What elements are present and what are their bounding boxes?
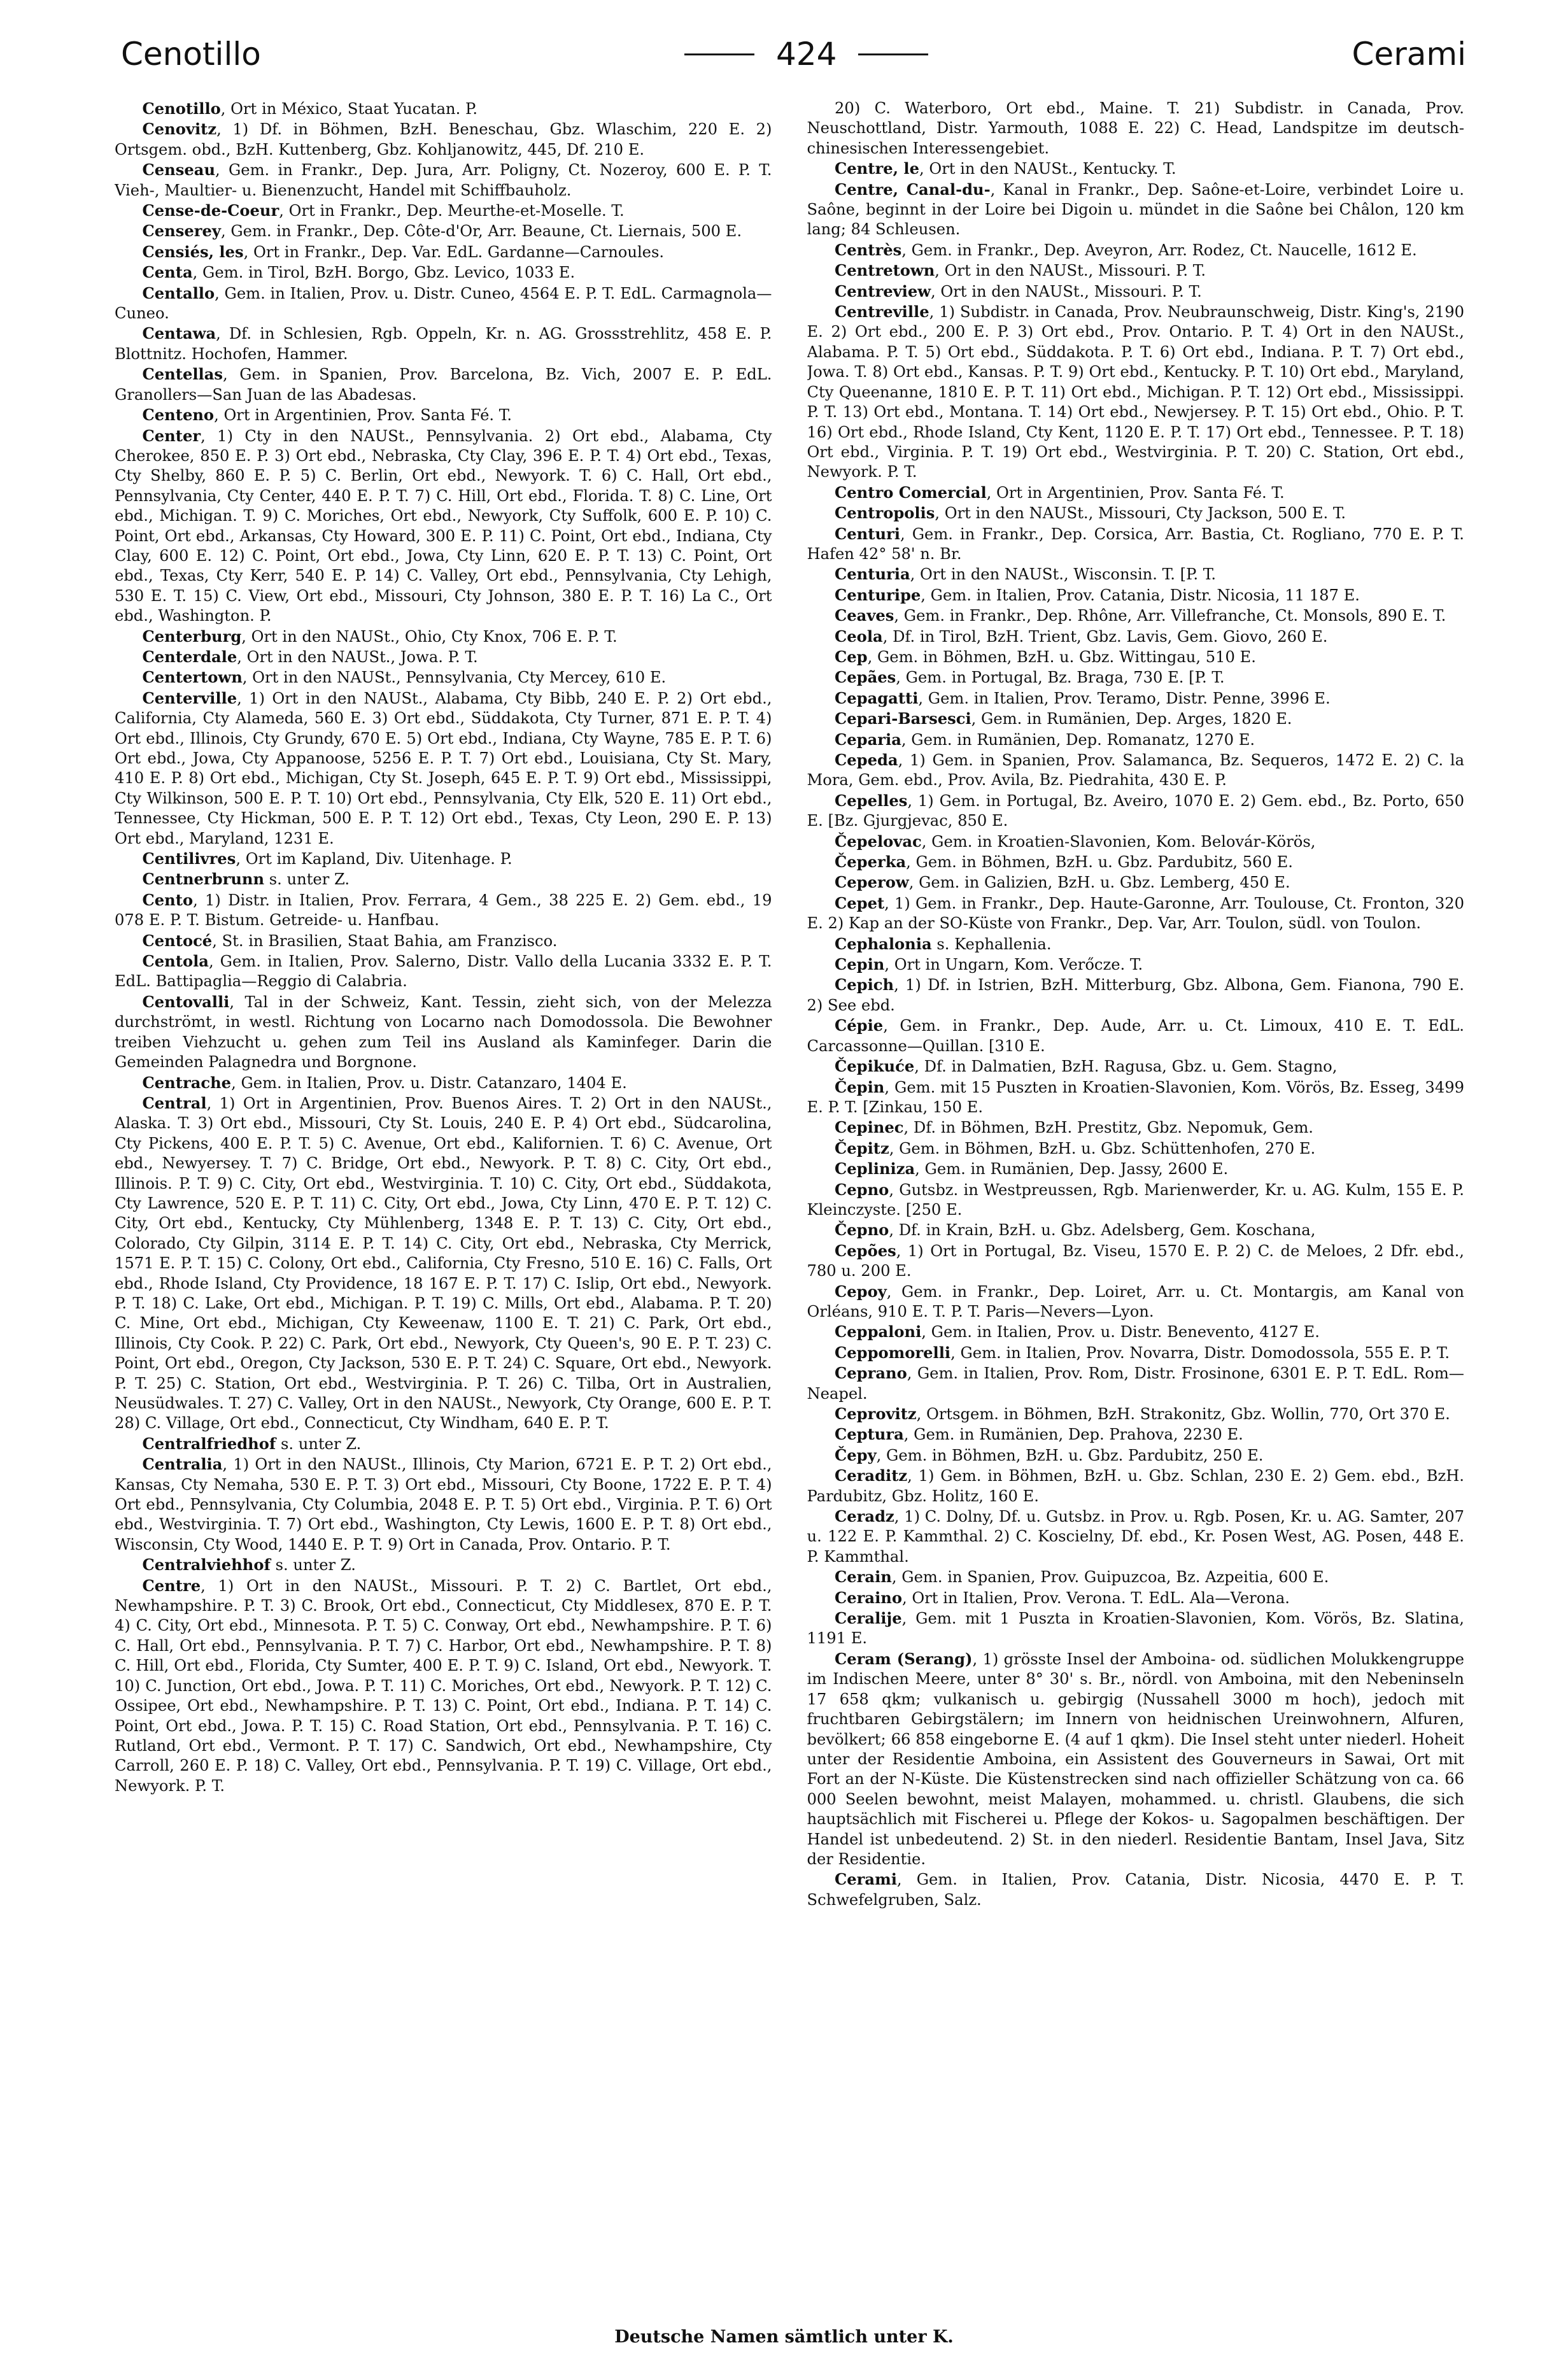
entry-text: , Gem. in Frankr., Dep. Loiret, Arr. u. Ct. Montargis, am Kanal von Orléans, 910 E. T. P. T. Paris—Nevers—Lyon.	[807, 1282, 1464, 1320]
entry-headword: Ceram (Serang)	[835, 1649, 973, 1668]
entry-text: , Gem. in Frankr., Dep. Corsica, Arr. Bastia, Ct. Rogliano, 770 E. P. T. Hafen 42° 58' n. Br.	[807, 525, 1464, 563]
gazetteer-entry	[115, 931, 772, 951]
entry-text: , Gem. in Galizien, BzH. u. Gbz. Lemberg, 450 E.	[908, 874, 1290, 892]
entry-text: , 1) Ort in den NAUSt., Illinois, Cty Marion, 6721 E. P. T. 2) Ort ebd., Kansas, Cty Nemaha, 530 E. P. T. 3) Ort ebd., Missouri, Cty Boone, 1722 E. P. T. 4) Ort ebd., Pennsylvania, Cty Columbia, 2048 E. P. T. 5) Ort ebd., Virginia. P. T. 6) Ort ebd., Westvirginia. T. 7) Ort ebd., Washington, Cty Lewis, 1600 E. P. T. 8) Ort ebd., Wisconsin, Cty Wood, 1440 E. P. T. 9) Ort in Canada, Prov. Ontario. P. T.	[115, 1455, 772, 1554]
gazetteer-entry	[807, 302, 1465, 483]
entry-text: , Ort in Ungarn, Kom. Verőcze. T.	[884, 956, 1143, 974]
entry-text: , 1) Ort in den NAUSt., Alabama, Cty Bibb, 240 E. P. 2) Ort ebd., California, Cty Alameda, 560 E. 3) Ort ebd., Süddakota, Cty Turner, 871 E. P. T. 4) Ort ebd., Illinois, Cty Grundy, 670 E. 5) Ort ebd., Indiana, Cty Wayne, 785 E. P. T. 6) Ort ebd., Jowa, Cty Appanoose, 5256 E. P. T. 7) Ort ebd., Louisiana, Cty St. Mary, 410 E. P. 8) Ort ebd., Michigan, Cty St. Joseph, 645 E. P. T. 9) Ort ebd., Mississippi, Cty Wilkinson, 500 E. P. T. 10) Ort ebd., Pennsylvania, Cty Elk, 520 E. 11) Ort ebd., Tennessee, Cty Hickman, 500 E. P. T. 12) Ort ebd., Texas, Cty Leon, 290 E. P. 13) Ort ebd., Maryland, 1231 E.	[115, 689, 772, 847]
entry-headword: Centre, le	[835, 159, 919, 178]
entry-headword: Cepões	[835, 1241, 896, 1260]
entry-text: , Df. in Tirol, BzH. Trient, Gbz. Lavis, Gem. Giovo, 260 E.	[882, 627, 1328, 646]
entry-text: , Gem. in Frankr., Dep. Aude, Arr. u. Ct. Limoux, 410 E. T. EdL. Carcassonne—Quillan. [310 E.	[807, 1017, 1464, 1055]
entry-text: , Gem. in Spanien, Prov. Guipuzcoa, Bz. Azpeitia, 600 E.	[891, 1568, 1329, 1587]
gazetteer-entry	[807, 564, 1465, 584]
entry-headword: Centnerbrunn	[142, 870, 265, 889]
entry-headword: Central	[142, 1093, 207, 1112]
entry-headword: Cepin	[835, 955, 885, 974]
entry-text: , Ort in México, Staat Yucatan. P.	[220, 100, 478, 118]
entry-headword: Cepliniza	[835, 1159, 915, 1178]
gazetteer-entry	[807, 1077, 1465, 1118]
entry-headword: Čepelovac	[835, 832, 922, 851]
entry-text: , Gem. in Kroatien-Slavonien, Kom. Belovár-Körös,	[921, 832, 1316, 851]
entry-text: , 1) Ort in den NAUSt., Missouri. P. T. 2) C. Bartlet, Ort ebd., Newhampshire. P. T. 3) C. Brook, Ort ebd., Connecticut, Cty Middlesex, 870 E. P. T. 4) C. City, Ort ebd., Minnesota. P. T. 5) C. Conway, Ort ebd., Newhampshire. P. T. 6) C. Hall, Ort ebd., Pennsylvania. P. T. 7) C. Harbor, Ort ebd., Newhampshire. P. T. 8) C. Hill, Ort ebd., Florida, Cty Sumter, 400 E. P. T. 9) C. Island, Ort ebd., Newyork. T. 10) C. Junction, Ort ebd., Jowa. P. T. 11) C. Moriches, Ort ebd., Newyork. P. T. 12) C. Ossipee, Ort ebd., Newhampshire. P. T. 13) C. Point, Ort ebd., Indiana. P. T. 14) C. Point, Ort ebd., Jowa. P. T. 15) C. Road Station, Ort ebd., Pennsylvania. P. T. 16) C. Rutland, Ort ebd., Vermont. P. T. 17) C. Sandwich, Ort ebd., Newhampshire, Cty Carroll, 260 E. P. 18) C. Valley, Ort ebd., Pennsylvania. P. T. 19) C. Village, Ort ebd., Newyork. P. T.	[115, 1576, 772, 1795]
entry-text: , Gem. mit 15 Puszten in Kroatien-Slavonien, Kom. Vörös, Bz. Esseg, 3499 E. P. T. [Zinkau, 150 E.	[807, 1078, 1464, 1116]
page-footer: Deutsche Namen sämtlich unter K.	[614, 2327, 954, 2347]
gazetteer-entry	[807, 1117, 1465, 1138]
entry-headword: Centralviehhof	[142, 1555, 271, 1575]
gazetteer-columns	[115, 99, 1464, 2200]
entry-text: , 1) Df. in Istrien, BzH. Mitterburg, Gbz. Albona, Gem. Fianona, 790 E. 2) See ebd.	[807, 976, 1464, 1014]
gazetteer-entry	[115, 405, 772, 425]
entry-text: , Gem. in Böhmen, BzH. u. Gbz. Wittingau, 510 E.	[867, 648, 1256, 666]
gazetteer-entry	[115, 688, 772, 849]
entry-headword: Centilivres	[142, 849, 236, 868]
entry-headword: Centellas	[142, 365, 223, 384]
gazetteer-entry	[115, 1454, 772, 1555]
entry-text: , Gem. in Rumänien, Dep. Prahova, 2230 E.	[903, 1426, 1243, 1444]
entry-text: , Gem. in Italien, Prov. u. Distr. Benevento, 4127 E.	[921, 1323, 1320, 1341]
entry-text: , Gem. in Spanien, Prov. Barcelona, Bz. Vich, 2007 E. P. EdL. Granollers—San Juan de las Abadesas.	[115, 365, 772, 404]
entry-text: , Gem. in Rumänien, Dep. Romanatz, 1270 E.	[901, 730, 1255, 749]
entry-headword: Cense-de-Coeur	[142, 201, 279, 220]
entry-text: s. unter Z.	[270, 1556, 356, 1575]
entry-text: , Ort in den NAUSt., Missouri. P. T.	[935, 262, 1206, 280]
entry-text: , 1) Distr. in Italien, Prov. Ferrara, 4 Gem., 38 225 E. 2) Gem. ebd., 19 078 E. P. T. Bistum. Getreide- u. Hanfbau.	[115, 891, 772, 930]
gazetteer-entry	[807, 180, 1465, 240]
entry-text: 20) C. Waterboro, Ort ebd., Maine. T. 21) Subdistr. in Canada, Prov. Neuschottland, Distr. Yarmouth, 1088 E. 22) C. Head, Landspitze im deutsch-chinesischen Interessengebiet.	[807, 99, 1464, 157]
entry-headword: Ceperow	[835, 873, 909, 892]
entry-headword: Centuria	[835, 565, 910, 584]
entry-text: , Gem. in Italien, Prov. Teramo, Distr. Penne, 3996 E.	[918, 689, 1331, 707]
gazetteer-entry	[807, 750, 1465, 791]
gazetteer-entry	[807, 688, 1465, 709]
gazetteer-entry	[115, 890, 772, 931]
entry-headword: Cerami	[835, 1870, 897, 1889]
entry-headword: Cepagatti	[835, 688, 919, 707]
entry-headword: Centuripe	[835, 585, 921, 604]
entry-headword: Cepari-Barsesci	[835, 709, 971, 728]
entry-text: , Ort in den NAUSt., Missouri, Cty Jackson, 500 E. T.	[935, 504, 1346, 523]
gazetteer-entry	[115, 849, 772, 869]
entry-text: , 1) Cty in den NAUSt., Pennsylvania. 2) Ort ebd., Alabama, Cty Cherokee, 850 E. P. 3) Ort ebd., Nebraska, Cty Clay, 396 E. P. T. 4) Ort ebd., Texas, Cty Shelby, 860 E. P. 5) C. Berlin, Ort ebd., Newyork. T. 6) C. Hall, Ort ebd., Pennsylvania, Cty Center, 440 E. P. T. 7) C. Hill, Ort ebd., Florida. T. 8) C. Line, Ort ebd., Michigan. T. 9) C. Moriches, Ort ebd., Newyork, Cty Suffolk, 600 E. P. 10) C. Point, Ort ebd., Arkansas, Cty Howard, 300 E. P. 11) C. Point, Ort ebd., Indiana, Cty Clay, 600 E. 12) C. Point, Ort ebd., Jowa, Cty Linn, 620 E. P. T. 13) C. Point, Ort ebd., Texas, Cty Kerr, 540 E. P. 14) C. Valley, Ort ebd., Pennsylvania, Cty Lehigh, 530 E. T. 15) C. View, Ort ebd., Missouri, Cty Johnson, 380 E. P. T. 16) La C., Ort ebd., Washington. P.	[115, 427, 772, 625]
entry-headword: Cephalonia	[835, 934, 932, 953]
gazetteer-entry	[115, 992, 772, 1073]
gazetteer-entry	[807, 1138, 1465, 1159]
header-rule-right	[858, 53, 928, 55]
gazetteer-entry	[115, 1073, 772, 1093]
entry-text: s. unter Z.	[276, 1434, 362, 1453]
entry-headword: Cepet	[835, 893, 885, 912]
gazetteer-entry	[115, 99, 772, 119]
entry-text: , 1) Gem. in Portugal, Bz. Aveiro, 1070 E. 2) Gem. ebd., Bz. Porto, 650 E. [Bz. Gjurgjevac, 850 E.	[807, 791, 1464, 830]
gazetteer-entry	[807, 975, 1465, 1016]
gazetteer-entry	[807, 934, 1465, 954]
entry-text: , Gem. in Italien, Prov. Catania, Distr. Nicosia, 11 187 E.	[921, 586, 1360, 604]
entry-headword: Centuri	[835, 524, 900, 543]
gazetteer-entry	[807, 1445, 1465, 1466]
entry-headword: Cepinec	[835, 1118, 904, 1137]
gazetteer-entry	[807, 832, 1465, 852]
entry-headword: Centeno	[142, 406, 215, 425]
entry-headword: Centocé	[142, 931, 213, 950]
entry-text: , Gem. in Frankr., Dep. Aveyron, Arr. Rodez, Ct. Naucelle, 1612 E.	[901, 241, 1417, 259]
entry-headword: Centa	[142, 263, 193, 282]
gazetteer-entry	[807, 1322, 1465, 1342]
page-number: 424	[775, 36, 837, 73]
entry-text: , Gem. in Italien, Prov. u. Distr. Catanzaro, 1404 E.	[231, 1073, 627, 1092]
entry-headword: Čepitz	[835, 1138, 889, 1157]
gazetteer-entry	[807, 709, 1465, 729]
entry-text: , 1) Subdistr. in Canada, Prov. Neubraunschweig, Distr. King's, 2190 E. 2) Ort ebd., 200 E. P. 3) Ort ebd., Prov. Ontario. P. T. 4) Ort in den NAUSt., Alabama. P. T. 5) Ort ebd., Süddakota. P. T. 6) Ort ebd., Indiana. P. T. 7) Ort ebd., Jowa. T. 8) Ort ebd., Kansas. P. T. 9) Ort ebd., Kentucky. P. T. 10) Ort ebd., Maryland, Cty Queenanne, 1810 E. P. T. 11) Ort ebd., Michigan. P. T. 12) Ort ebd., Mississippi. P. T. 13) Ort ebd., Montana. T. 14) Ort ebd., Newjersey. P. T. 15) Ort ebd., Ohio. P. T. 16) Ort ebd., Rhode Island, Cty Kent, 1120 E. P. T. 17) Ort ebd., Tennessee. P. T. 18) Ort ebd., Virginia. P. T. 19) Ort ebd., Westvirginia. P. T. 20) C. Station, Ort ebd., Newyork. P. T.	[807, 303, 1464, 481]
entry-headword: Ceppomorelli	[835, 1343, 951, 1362]
gazetteer-entry	[115, 221, 772, 241]
gazetteer-entry	[807, 99, 1465, 159]
entry-text: , 1) C. Dolny, Df. u. Gutsbz. in Prov. u. Rgb. Posen, Kr. u. AG. Samter, 207 u. 122 E. P. Kammthal. 2) C. Koscielny, Df. ebd., Kr. Posen West, AG. Posen, 448 E. P. Kammthal.	[807, 1508, 1464, 1566]
gazetteer-entry	[115, 283, 772, 324]
gazetteer-entry	[115, 1576, 772, 1796]
entry-text: , Ort im Kapland, Div. Uitenhage. P.	[236, 850, 512, 868]
entry-headword: Centola	[142, 952, 209, 971]
entry-headword: Centawa	[142, 324, 216, 343]
gazetteer-entry	[115, 647, 772, 667]
gazetteer-entry	[807, 1404, 1465, 1424]
entry-headword: Centreview	[835, 281, 931, 301]
entry-text: , 1) Gem. in Spanien, Prov. Salamanca, Bz. Sequeros, 1472 E. 2) C. la Mora, Gem. ebd., Prov. Avila, Bz. Piedrahita, 430 E. P.	[807, 751, 1464, 789]
entry-headword: Centovalli	[142, 992, 230, 1011]
gazetteer-entry	[807, 647, 1465, 667]
entry-text: , Gem. in Böhmen, BzH. u. Gbz. Pardubitz, 250 E.	[876, 1446, 1264, 1464]
gazetteer-entry	[807, 1241, 1465, 1282]
entry-text: , Ort in den NAUSt., Jowa. P. T.	[237, 648, 478, 666]
entry-text: , Ort in den NAUSt., Pennsylvania, Cty Mercey, 610 E.	[242, 669, 667, 687]
entry-headword: Čeperka	[835, 853, 907, 872]
gazetteer-entry	[807, 1466, 1465, 1506]
entry-text: , 1) Df. in Böhmen, BzH. Beneschau, Gbz. Wlaschim, 220 E. 2) Ortsgem. obd., BzH. Kuttenberg, Gbz. Kohljanowitz, 445, Df. 210 E.	[115, 120, 772, 159]
gazetteer-entry	[807, 483, 1465, 503]
entry-headword: Ceprano	[835, 1364, 907, 1383]
right-column	[807, 99, 1465, 2200]
entry-text: , Ort in Italien, Prov. Verona. T. EdL. Ala—Verona.	[902, 1589, 1290, 1607]
entry-headword: Ceparia	[835, 730, 901, 749]
gazetteer-entry	[807, 954, 1465, 975]
entry-headword: Centropolis	[835, 504, 935, 523]
gazetteer-entry	[115, 160, 772, 201]
entry-headword: Ceraino	[835, 1588, 903, 1607]
gazetteer-entry	[807, 1869, 1465, 1910]
gazetteer-entry	[115, 1555, 772, 1575]
entry-headword: Centralfriedhof	[142, 1434, 276, 1453]
entry-headword: Čepy	[835, 1445, 877, 1464]
gazetteer-entry	[807, 791, 1465, 832]
gazetteer-entry	[115, 323, 772, 364]
entry-headword: Censerey	[142, 222, 221, 241]
entry-headword: Cenovitz	[142, 120, 217, 139]
entry-text: , Ort in Argentinien, Prov. Santa Fé. T.	[214, 406, 512, 425]
entry-text: , Gem. mit 1 Puszta in Kroatien-Slavonien, Kom. Vörös, Bz. Slatina, 1191 E.	[807, 1610, 1464, 1648]
entry-text: , Ortsgem. in Böhmen, BzH. Strakonitz, Gbz. Wollin, 770, Ort 370 E.	[916, 1405, 1450, 1423]
gazetteer-entry	[807, 1159, 1465, 1179]
entry-headword: Ceola	[835, 626, 883, 646]
entry-headword: Ceralije	[835, 1609, 902, 1628]
gazetteer-entry	[807, 1282, 1465, 1322]
entry-text: , Gutsbz. in Westpreussen, Rgb. Marienwerder, Kr. u. AG. Kulm, 155 E. P. Kleinczyste. [250 E.	[807, 1180, 1464, 1219]
entry-headword: Centretown	[835, 261, 935, 280]
entry-headword: Centro Comercial	[835, 483, 987, 502]
entry-headword: Ceraditz	[835, 1466, 908, 1485]
entry-headword: Centre	[142, 1576, 201, 1595]
entry-headword: Cepoy	[835, 1282, 887, 1301]
page-header	[121, 25, 1466, 83]
entry-headword: Cepeda	[835, 751, 898, 769]
gazetteer-entry	[807, 893, 1465, 934]
gazetteer-entry	[807, 1220, 1465, 1240]
entry-headword: Cep	[835, 647, 868, 666]
entry-text: , Gem. in Tirol, BzH. Borgo, Gbz. Levico, 1033 E.	[192, 264, 576, 282]
entry-text: , Gem. in Italien, Prov. Catania, Distr. Nicosia, 4470 E. P. T. Schwefelgruben, Salz.	[807, 1871, 1464, 1909]
gazetteer-entry	[115, 869, 772, 889]
gazetteer-entry	[115, 201, 772, 221]
entry-text: , Gem. in Italien, Prov. u. Distr. Cuneo, 4564 E. P. T. EdL. Carmagnola—Cuneo.	[115, 284, 772, 323]
header-rule-left	[684, 53, 754, 55]
entry-headword: Centrache	[142, 1073, 232, 1092]
entry-text: , Kanal in Frankr., Dep. Saône-et-Loire, verbindet Loire u. Saône, beginnt in der Loire bei Digoin u. mündet in die Saône bei Châlon, 120 km lang; 84 Schleusen.	[807, 180, 1464, 239]
entry-headword: Cepelles	[835, 791, 908, 810]
entry-text: , Gem. in Böhmen, BzH. u. Gbz. Pardubitz, 560 E.	[906, 853, 1293, 872]
gazetteer-entry	[115, 119, 772, 160]
entry-headword: Centertown	[142, 668, 243, 687]
page-number-group	[684, 36, 928, 73]
gazetteer-entry	[115, 426, 772, 626]
gazetteer-entry	[807, 1180, 1465, 1221]
gazetteer-entry	[807, 1363, 1465, 1404]
entry-text: , Gem. in Frankr., Dep. Rhône, Arr. Villefranche, Ct. Monsols, 890 E. T.	[894, 607, 1446, 625]
gazetteer-entry	[807, 730, 1465, 750]
entry-headword: Čepno	[835, 1221, 889, 1240]
entry-text: , Ort in Frankr., Dep. Meurthe-et-Moselle. T.	[279, 202, 625, 220]
entry-text: , Gem. in Frankr., Dep. Jura, Arr. Poligny, Ct. Nozeroy, 600 E. P. T. Vieh-, Maultier- u. Bienenzucht, Handel mit Schiffbauholz.	[115, 161, 772, 199]
entry-text: , Gem. in Frankr., Dep. Côte-d'Or, Arr. Beaune, Ct. Liernais, 500 E.	[220, 222, 742, 241]
entry-text: , 1) Gem. in Frankr., Dep. Haute-Garonne, Arr. Toulouse, Ct. Fronton, 320 E. 2) Kap an der SO-Küste von Frankr., Dep. Var, Arr. Toulon, südl. von Toulon.	[807, 894, 1464, 933]
entry-text: s. Kephallenia.	[931, 935, 1052, 953]
entry-headword: Centerburg	[142, 626, 242, 646]
gazetteer-entry	[807, 503, 1465, 523]
entry-text: , Ort in den NAUSt., Kentucky. T.	[919, 160, 1176, 178]
entry-headword: Cerain	[835, 1568, 892, 1587]
gazetteer-entry	[807, 159, 1465, 179]
gazetteer-entry	[115, 242, 772, 262]
entry-text: , Df. in Krain, BzH. u. Gbz. Adelsberg, Gem. Koschana,	[889, 1221, 1316, 1240]
gazetteer-entry	[807, 1649, 1465, 1869]
entry-text: , Gem. in Rumänien, Dep. Jassy, 2600 E.	[915, 1160, 1229, 1178]
entry-headword: Čepikuće	[835, 1057, 915, 1076]
gazetteer-entry	[807, 1056, 1465, 1077]
entry-headword: Ceradz	[835, 1507, 894, 1526]
gazetteer-entry	[807, 605, 1465, 626]
gazetteer-entry	[115, 667, 772, 688]
gazetteer-entry	[115, 626, 772, 647]
entry-text: , Gem. in Böhmen, BzH. u. Gbz. Schüttenhofen, 270 E.	[889, 1139, 1316, 1157]
entry-text: , 1) Ort in Portugal, Bz. Viseu, 1570 E. P. 2) C. de Meloes, 2 Dfr. ebd., 780 u. 200 E.	[807, 1242, 1464, 1280]
gazetteer-entry	[807, 626, 1465, 647]
entry-headword: Centallo	[142, 283, 215, 302]
entry-headword: Centerville	[142, 688, 237, 707]
gazetteer-entry	[807, 1588, 1465, 1608]
gazetteer-entry	[115, 364, 772, 405]
gazetteer-entry	[115, 951, 772, 992]
entry-text: , 1) grösste Insel der Amboina- od. südlichen Molukkengruppe im Indischen Meere, unter 8° 30' s. Br., nördl. von Amboina, mit den Nebeninseln 17 658 qkm; vulkanisch u. gebirgig (Nussahell 3000 m hoch), jedoch mit fruchtbaren Gebirgstälern; im Innern von heidnischen Ureinwohnern, Alfuren, bevölkert; 66 858 eingeborne E. (4 auf 1 qkm). Die Insel steht unter niederl. Hoheit unter der Residentie Amboina, ein Assistent des Gouverneurs in Sawai, Ort mit Fort an der N-Küste. Die Küstenstrecken sind nach offizieller Schätzung von ca. 66 000 Seelen bewohnt, meist Malayen, mohammed. u. christl. Glaubens, die sich hauptsächlich mit Fischerei u. Pflege der Kokos- u. Sagopalmen beschäftigen. Der Handel ist unbedeutend. 2) St. in den niederl. Residentie Bantam, Insel Java, Sitz der Residentie.	[807, 1650, 1464, 1868]
gazetteer-entry	[807, 872, 1465, 893]
entry-text: , Df. in Böhmen, BzH. Prestitz, Gbz. Nepomuk, Gem.	[903, 1119, 1313, 1137]
entry-headword: Censeau	[142, 160, 216, 180]
entry-text: , Tal in der Schweiz, Kant. Tessin, zieht sich, von der Melezza durchströmt, in westl. Richtung von Locarno nach Domodossola. Die Bewohner treiben Viehzucht u. gehen zum Teil ins Ausland als Kaminfeger. Darin die Gemeinden Palagnedra und Borgnone.	[115, 993, 772, 1072]
entry-headword: Centrès	[835, 240, 902, 259]
gazetteer-entry	[115, 262, 772, 283]
entry-headword: Centerdale	[142, 647, 237, 666]
gazetteer-entry	[807, 1506, 1465, 1567]
left-column	[115, 99, 772, 2200]
entry-headword: Ceptura	[835, 1425, 904, 1444]
entry-text: , St. in Brasilien, Staat Bahia, am Franzisco.	[212, 931, 558, 950]
entry-headword: Centre, Canal-du-	[835, 180, 991, 199]
entry-headword: Cenotillo	[142, 99, 221, 118]
entry-text: , Ort in den NAUSt., Wisconsin. T. [P. T.	[910, 565, 1217, 584]
entry-text: , Df. in Schlesien, Rgb. Oppeln, Kr. n. AG. Grossstrehlitz, 458 E. P. Blottnitz. Hochofen, Hammer.	[115, 325, 772, 363]
gazetteer-entry	[115, 1434, 772, 1454]
entry-text: s. unter Z.	[264, 870, 350, 889]
entry-headword: Cepich	[835, 975, 894, 994]
entry-text: , Df. in Dalmatien, BzH. Ragusa, Gbz. u. Gem. Stagno,	[914, 1058, 1338, 1076]
gazetteer-entry	[807, 1608, 1465, 1649]
entry-headword: Cépie	[835, 1016, 884, 1035]
entry-headword: Čepin	[835, 1077, 885, 1096]
gazetteer-entry	[807, 852, 1465, 872]
entry-text: , Gem. in Portugal, Bz. Braga, 730 E. [P. T.	[896, 669, 1225, 687]
entry-headword: Censiés, les	[142, 242, 244, 261]
gazetteer-entry	[807, 240, 1465, 260]
entry-text: , Gem. in Italien, Prov. Novarra, Distr. Domodossola, 555 E. P. T.	[950, 1343, 1450, 1362]
gazetteer-entry	[807, 260, 1465, 281]
gazetteer-entry	[115, 1093, 772, 1434]
gazetteer-entry	[807, 524, 1465, 565]
entry-headword: Centralia	[142, 1455, 223, 1474]
entry-headword: Ceprovitz	[835, 1405, 917, 1423]
running-head-left: Cenotillo	[121, 36, 261, 73]
gazetteer-entry	[807, 667, 1465, 688]
entry-text: , Ort in den NAUSt., Missouri. P. T.	[931, 282, 1202, 301]
running-head-right: Cerami	[1352, 36, 1466, 73]
gazetteer-entry	[807, 1567, 1465, 1587]
gazetteer-entry	[807, 1424, 1465, 1445]
entry-headword: Cepno	[835, 1180, 889, 1199]
entry-text: , Gem. in Rumänien, Dep. Arges, 1820 E.	[971, 710, 1292, 728]
entry-text: , 1) Gem. in Böhmen, BzH. u. Gbz. Schlan, 230 E. 2) Gem. ebd., BzH. Pardubitz, Gbz. Holitz, 160 E.	[807, 1467, 1464, 1505]
entry-headword: Ceaves	[835, 606, 894, 625]
gazetteer-entry	[807, 585, 1465, 605]
entry-headword: Center	[142, 426, 201, 445]
gazetteer-entry	[807, 1343, 1465, 1363]
gazetteer-entry	[807, 1016, 1465, 1056]
entry-headword: Cento	[142, 890, 194, 909]
entry-headword: Centreville	[835, 302, 929, 322]
entry-text: , Gem. in Italien, Prov. Rom, Distr. Frosinone, 6301 E. P. T. EdL. Rom—Neapel.	[807, 1364, 1464, 1403]
entry-text: , Ort in den NAUSt., Ohio, Cty Knox, 706 E. P. T.	[241, 627, 618, 646]
entry-text: , Ort in Frankr., Dep. Var. EdL. Gardanne—Carnoules.	[243, 243, 665, 261]
entry-headword: Cepães	[835, 668, 896, 687]
gazetteer-entry	[807, 281, 1465, 302]
entry-text: , Ort in Argentinien, Prov. Santa Fé. T.	[986, 483, 1285, 502]
entry-headword: Ceppaloni	[835, 1322, 922, 1341]
entry-text: , Gem. in Italien, Prov. Salerno, Distr. Vallo della Lucania 3332 E. P. T. EdL. Battipaglia—Reggio di Calabria.	[115, 952, 772, 991]
entry-text: , 1) Ort in Argentinien, Prov. Buenos Aires. T. 2) Ort in den NAUSt., Alaska. T. 3) Ort ebd., Missouri, Cty St. Louis, 240 E. P. 4) Ort ebd., Südcarolina, Cty Pickens, 400 E. P. T. 5) C. Avenue, Ort ebd., Kalifornien. T. 6) C. Avenue, Ort ebd., Newyersey. T. 7) C. Bridge, Ort ebd., Newyork. P. T. 8) C. City, Ort ebd., Illinois. P. T. 9) C. City, Ort ebd., Westvirginia. T. 10) C. City, Ort ebd., Süddakota, Cty Lawrence, 520 E. P. T. 11) C. City, Ort ebd., Jowa, Cty Linn, 470 E. P. T. 12) C. City, Ort ebd., Kentucky, Cty Mühlenberg, 1348 E. P. T. 13) C. City, Ort ebd., Colorado, Cty Gilpin, 3114 E. P. T. 14) C. City, Ort ebd., Nebraska, Cty Merrick, 1571 E. P. T. 15) C. Colony, Ort ebd., California, Cty Fresno, 510 E. 16) C. Falls, Ort ebd., Rhode Island, Cty Providence, 18 167 E. P. T. 17) C. Islip, Ort ebd., Newyork. P. T. 18) C. Lake, Ort ebd., Michigan. P. T. 19) C. Mills, Ort ebd., Alabama. P. T. 20) C. Mine, Ort ebd., Michigan, Cty Keweenaw, 1100 E. T. 21) C. Park, Ort ebd., Illinois, Cty Cook. P. 22) C. Park, Ort ebd., Newyork, Cty Queen's, 90 E. P. T. 23) C. Point, Ort ebd., Oregon, Cty Jackson, 530 E. P. T. 24) C. Square, Ort ebd., Newyork. P. T. 25) C. Station, Ort ebd., Westvirginia. P. T. 26) C. Tilba, Ort in Australien, Neusüdwales. T. 27) C. Valley, Ort in den NAUSt., Newyork, Cty Orange, 600 E. P. T. 28) C. Village, Ort ebd., Connecticut, Cty Windham, 640 E. P. T.	[115, 1094, 772, 1433]
